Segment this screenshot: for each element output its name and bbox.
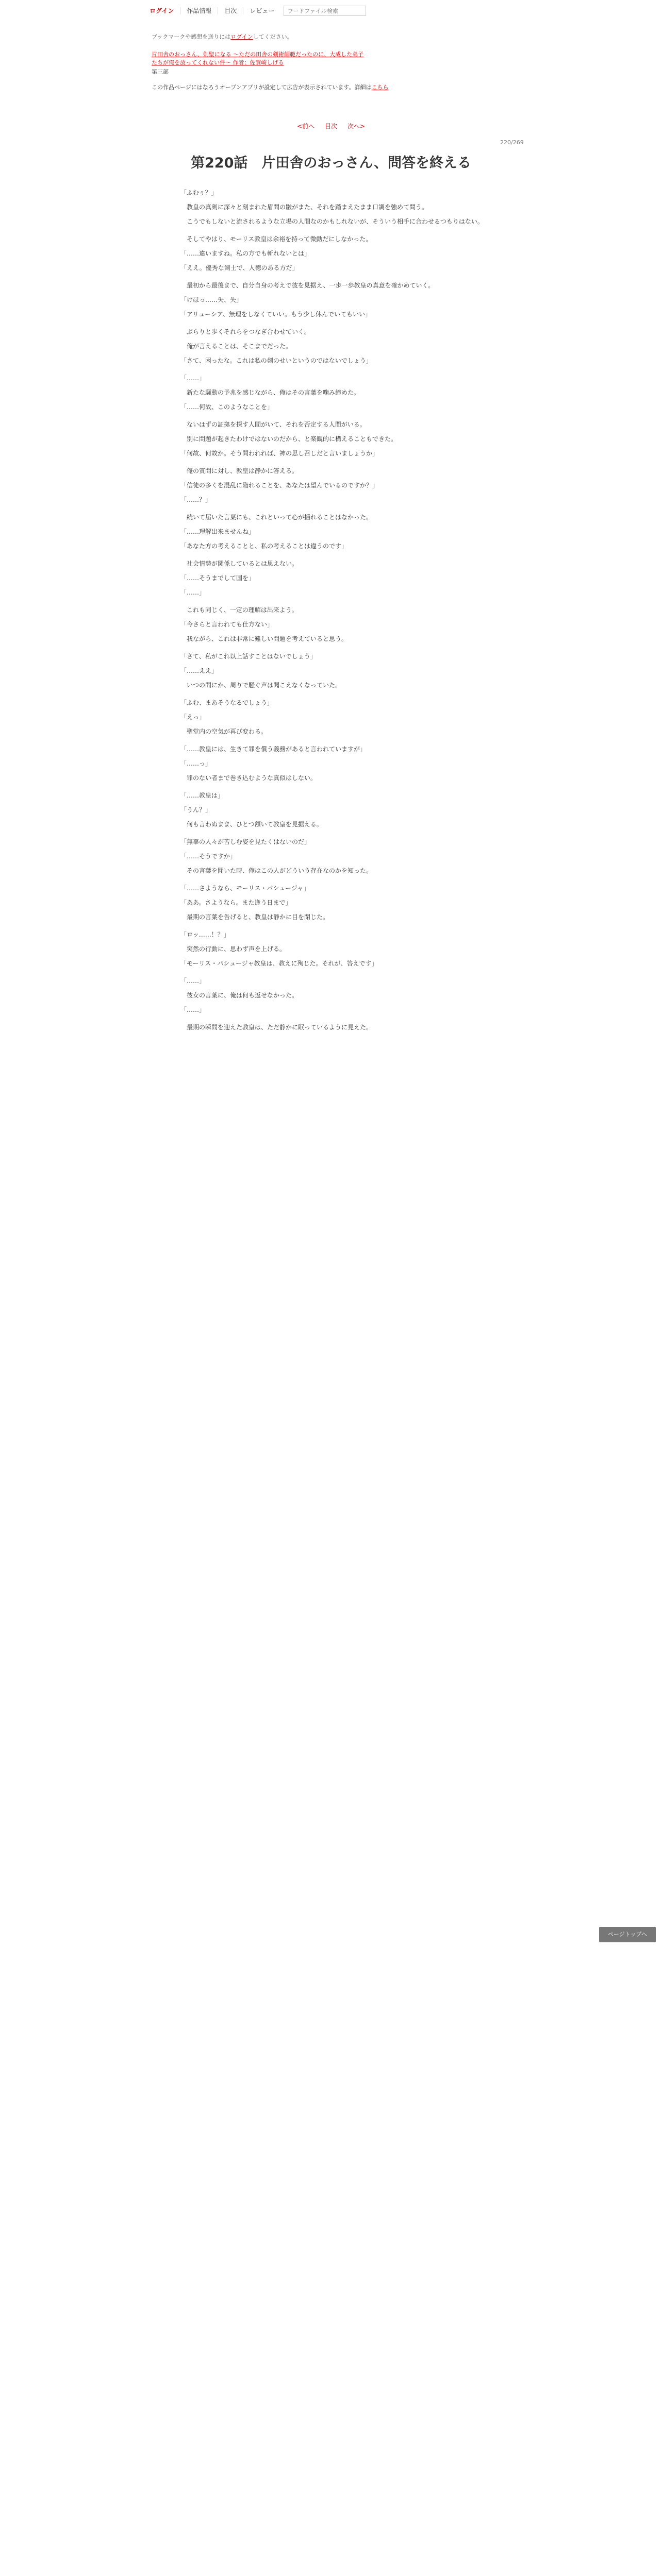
paragraph: 俺の質問に対し、教皇は静かに答える。: [180, 467, 299, 474]
paragraph: 「今さらと言われても仕方ない」: [180, 621, 274, 628]
paragraph: 最初から最後まで、自分自身の考えで彼を見据え、一歩一歩教皇の真意を確かめていく。: [180, 282, 435, 289]
paragraph: そしてやはり、モーリス教皇は余裕を持って微動だにしなかった。: [180, 235, 372, 243]
paragraph: 「何故、何故か。そう問われれば、神の思し召しだと言いましょうか」: [180, 450, 379, 457]
paragraph: 我ながら、これは非常に難しい問題を考えていると思う。: [180, 635, 348, 642]
paragraph: 「アリューシア、無理をしなくていい。もう少し休んでいてもいい」: [180, 311, 371, 318]
paragraph: 続いて届いた言葉にも、これといって心が揺れることはなかった。: [180, 514, 373, 521]
paragraph: 「えっ」: [180, 714, 206, 721]
paragraph: 「さて、私がこれ以上話すことはないでしょう」: [180, 653, 317, 660]
toc-link[interactable]: 目次: [324, 123, 337, 130]
notice-login-link[interactable]: ログイン: [230, 33, 253, 40]
chapter-number: 220/269: [500, 139, 524, 146]
ad-notice: この作品ページにはなろうオープンアプリが設定して広告が表示されています。詳細はこちら: [152, 84, 389, 91]
paragraph: 「さて、困ったな。これは私の剣のせいというのではないでしょう」: [180, 357, 372, 364]
paragraph: 「……何故、このようなことを」: [180, 403, 274, 411]
paragraph: 「……」: [180, 977, 206, 985]
paragraph: 「ふむ、まあそうなるでしょう」: [180, 699, 273, 706]
login-link[interactable]: ログイン: [150, 7, 180, 14]
paragraph: 「ええ。優秀な剣士で、人徳のある方だ」: [180, 264, 299, 272]
paragraph: 「……理解出来ませんね」: [180, 528, 255, 535]
paragraph: 教皇の真剣に深々と刻まれた眉間の皺がまた、それを踏まえたまま口調を強めて問う。: [180, 204, 428, 211]
paragraph: 彼女の言葉に、俺は何も返せなかった。: [180, 992, 299, 999]
paragraph: 「けほっ……失、失」: [180, 296, 243, 303]
paragraph: 最期の瞬間を迎えた教皇は、ただ静かに眠っているように見えた。: [180, 1024, 373, 1031]
paragraph: その言葉を聞いた時、俺はこの人がどういう存在なのかを知った。: [180, 867, 373, 874]
paragraph: 別に問題が起きたわけではないのだから、と楽観的に構えることもできた。: [180, 435, 398, 443]
paragraph: ないはずの証拠を探す人間がいて、それを否定する人間がいる。: [180, 421, 366, 428]
paragraph: 何も言わぬまま、ひとつ頷いて教皇を見据える。: [180, 821, 323, 828]
paragraph: 俺が言えることは、そこまでだった。: [180, 343, 292, 350]
chapter-title: 第220話 片田舎のおっさん、問答を終える: [191, 155, 471, 171]
paragraph: 「……教皇には、生きて罪を償う義務があると言われていますが」: [180, 745, 367, 753]
paragraph: 社会情勢が関係しているとは思えない。: [180, 560, 299, 567]
paragraph: ぶらりと歩くそれらをつなぎ合わせていく。: [180, 328, 310, 335]
paragraph: 突然の行動に、思わず声を上げる。: [180, 945, 286, 953]
global-nav: [150, 7, 280, 14]
top-bar: [0, 0, 662, 22]
nav-work-info[interactable]: 作品情報: [180, 7, 218, 14]
paragraph: 「ああ。さようなら。また逢う日まで」: [180, 899, 292, 906]
paragraph: 「あなた方の考えることと、私の考えることは違うのです」: [180, 543, 348, 550]
paragraph: 最期の言葉を告げると、教皇は静かに目を閉じた。: [180, 913, 329, 921]
paragraph: 「ふむぅ？」: [180, 189, 218, 196]
paragraph: 「……？」: [180, 496, 212, 503]
paragraph: 聖堂内の空気が再び変わる。: [180, 728, 268, 735]
nav-toc[interactable]: 目次: [218, 7, 243, 14]
work-title-link[interactable]: 片田舎のおっさん、剣聖になる 〜ただの田舎の剣術師範だったのに、大成した弟子たちが俺を放ってくれない件〜 作者：佐賀崎しげる: [152, 51, 364, 66]
paragraph: 「……違いますね。私の方でも斬れないとは」: [180, 250, 311, 257]
login-notice: ブックマークや感想を送りにはログインしてください。: [152, 33, 293, 40]
nav-review[interactable]: レビュー: [250, 7, 275, 14]
paragraph: 「信徒の多くを混乱に陥れることを、あなたは望んでいるのですか？」: [180, 482, 379, 489]
page-top-button[interactable]: ページトップへ: [599, 1927, 656, 1942]
paragraph: 「……さようなら、モーリス・パシュージャ」: [180, 885, 310, 892]
paragraph: 「……そうまでして国を」: [180, 574, 255, 582]
paragraph: こうでもしないと流されるような立場の人間なのかもしれないが、そういう相手に合わせるつもりはない。: [180, 218, 484, 225]
paragraph: 新たな騒動の予兆を感じながら、俺はその言葉を噛み締めた。: [180, 389, 360, 396]
novel-body: [180, 188, 490, 1037]
paragraph: 「……っ」: [180, 760, 212, 767]
paragraph: 「……」: [180, 589, 206, 596]
paragraph: これも同じく、一定の理解は出来よう。: [180, 606, 298, 614]
work-header: [152, 33, 512, 92]
paragraph: 「……」: [180, 1006, 206, 1013]
prev-chapter-link[interactable]: <前へ: [297, 123, 315, 130]
paragraph: 「……教皇は」: [180, 792, 224, 799]
chapter-pager: [0, 122, 662, 130]
paragraph: 「……そうですか」: [180, 853, 237, 860]
paragraph: 罪のない者まで巻き込むような真似はしない。: [180, 774, 317, 782]
paragraph: 「無辜の人々が苦しむ姿を見たくはないのだ」: [180, 838, 311, 845]
ad-notice-link[interactable]: こちら: [371, 84, 389, 91]
paragraph: 「モーリス・パシュージャ教皇は、教えに殉じた。それが、答えです」: [180, 960, 378, 967]
paragraph: いつの間にか、周りで騒ぐ声は聞こえなくなっていた。: [180, 682, 342, 689]
search-input[interactable]: [284, 6, 366, 16]
next-chapter-link[interactable]: 次へ>: [347, 123, 365, 130]
paragraph: 「……」: [180, 375, 206, 382]
paragraph: 「うん？」: [180, 806, 212, 814]
section-label: 第三部: [152, 69, 169, 75]
paragraph: 「ロッ……！？」: [180, 931, 230, 938]
paragraph: 「……ええ」: [180, 667, 218, 674]
